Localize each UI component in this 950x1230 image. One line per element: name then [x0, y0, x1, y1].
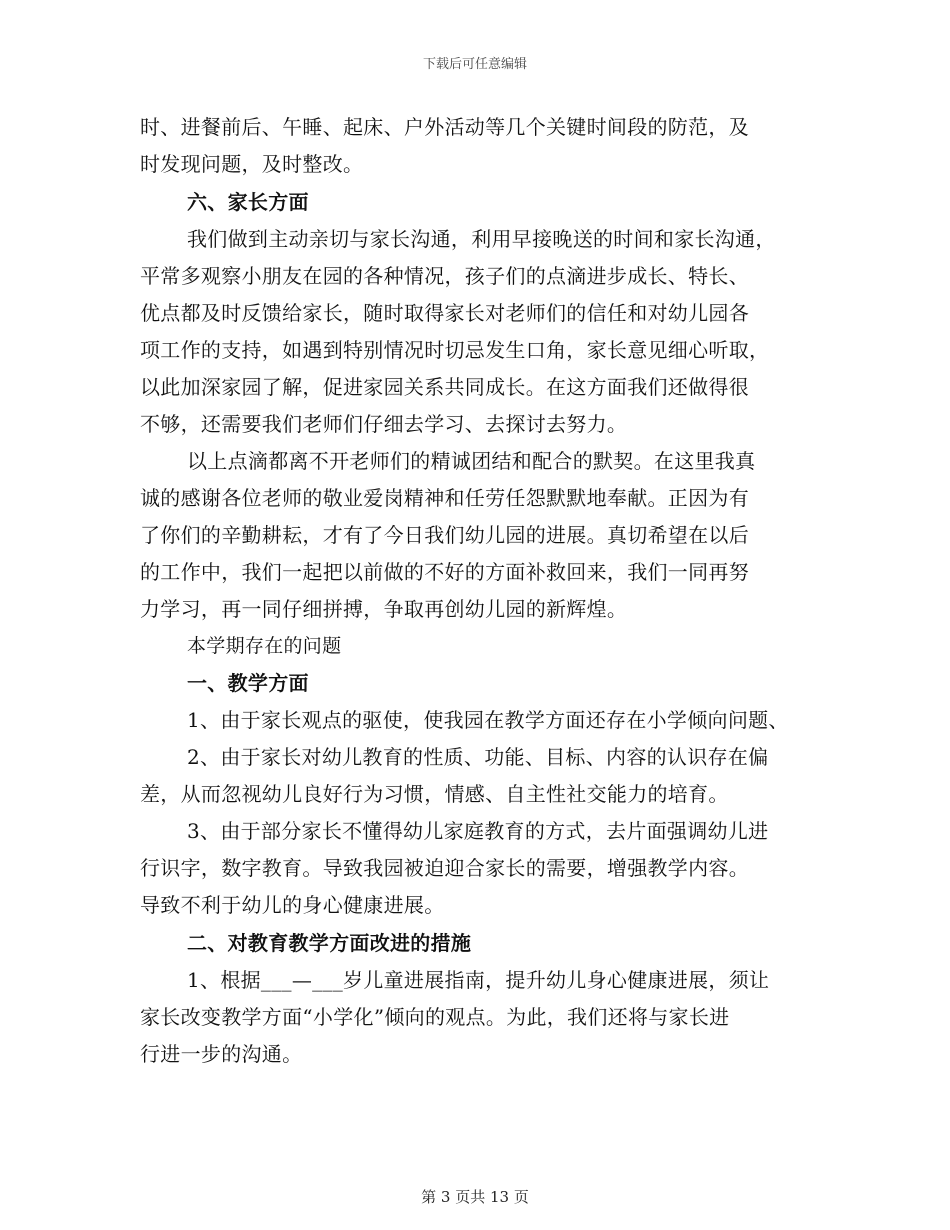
text-line: 1、由于家长观点的驱使，使我园在教学方面还存在小学倾向问题、 [187, 708, 789, 732]
text-line: 以此加深家园了解，促进家园关系共同成长。在这方面我们还做得很 [140, 375, 749, 399]
text-line: 行进一步的沟通。 [140, 1042, 303, 1066]
page-header: 下载后可任意编辑 [422, 57, 527, 72]
text-line: 以上点滴都离不开老师们的精诚团结和配合的默契。在这里我真 [187, 449, 756, 473]
section-heading: 二、对教育教学方面改进的措施 [187, 931, 472, 955]
text-line: 2、由于家长对幼儿教育的性质、功能、目标、内容的认识存在偏 [187, 745, 769, 769]
text-line: 家长改变教学方面“小学化”倾向的观点。为此，我们还将与家长进 [140, 1005, 730, 1029]
text-line: 我们做到主动亲切与家长沟通，利用早接晚送的时间和家长沟通， [187, 227, 776, 251]
text-line: 平常多观察小朋友在园的各种情况，孩子们的点滴进步成长、特长、 [140, 264, 749, 288]
text-line: 差，从而忽视幼儿良好行为习惯，情感、自主性社交能力的培育。 [140, 782, 729, 806]
text-line: 诚的感谢各位老师的敬业爱岗精神和任劳任怨默默地奉献。正因为有 [140, 486, 749, 510]
text-line: 导致不利于幼儿的身心健康进展。 [140, 893, 445, 917]
text-line: 的工作中，我们一起把以前做的不好的方面补救回来，我们一同再努 [140, 560, 749, 584]
section-heading: 六、家长方面 [187, 190, 309, 214]
page-footer: 第 3 页共 13 页 [421, 1188, 529, 1206]
text-line: 3、由于部分家长不懂得幼儿家庭教育的方式，去片面强调幼儿进 [187, 819, 769, 843]
text-line: 1、根据___—___岁儿童进展指南，提升幼儿身心健康进展，须让 [187, 968, 770, 992]
text-line: 优点都及时反馈给家长，随时取得家长对老师们的信任和对幼儿园各 [140, 301, 749, 325]
text-line: 力学习，再一同仔细拼搏，争取再创幼儿园的新辉煌。 [140, 597, 628, 621]
section-heading: 一、教学方面 [187, 671, 309, 695]
text-line: 时、进餐前后、午睡、起床、户外活动等几个关键时间段的防范，及 [140, 115, 749, 139]
text-line: 行识字，数字教育。导致我园被迫迎合家长的需要，增强教学内容。 [140, 856, 749, 880]
text-line: 项工作的支持，如遇到特别情况时切忌发生口角，家长意见细心听取， [140, 338, 770, 362]
text-line: 了你们的辛勤耕耘，才有了今日我们幼儿园的进展。真切希望在以后 [140, 523, 749, 547]
text-line: 不够，还需要我们老师们仔细去学习、去探讨去努力。 [140, 412, 628, 436]
text-line: 时发现问题，及时整改。 [140, 152, 364, 176]
subtitle: 本学期存在的问题 [187, 635, 342, 657]
